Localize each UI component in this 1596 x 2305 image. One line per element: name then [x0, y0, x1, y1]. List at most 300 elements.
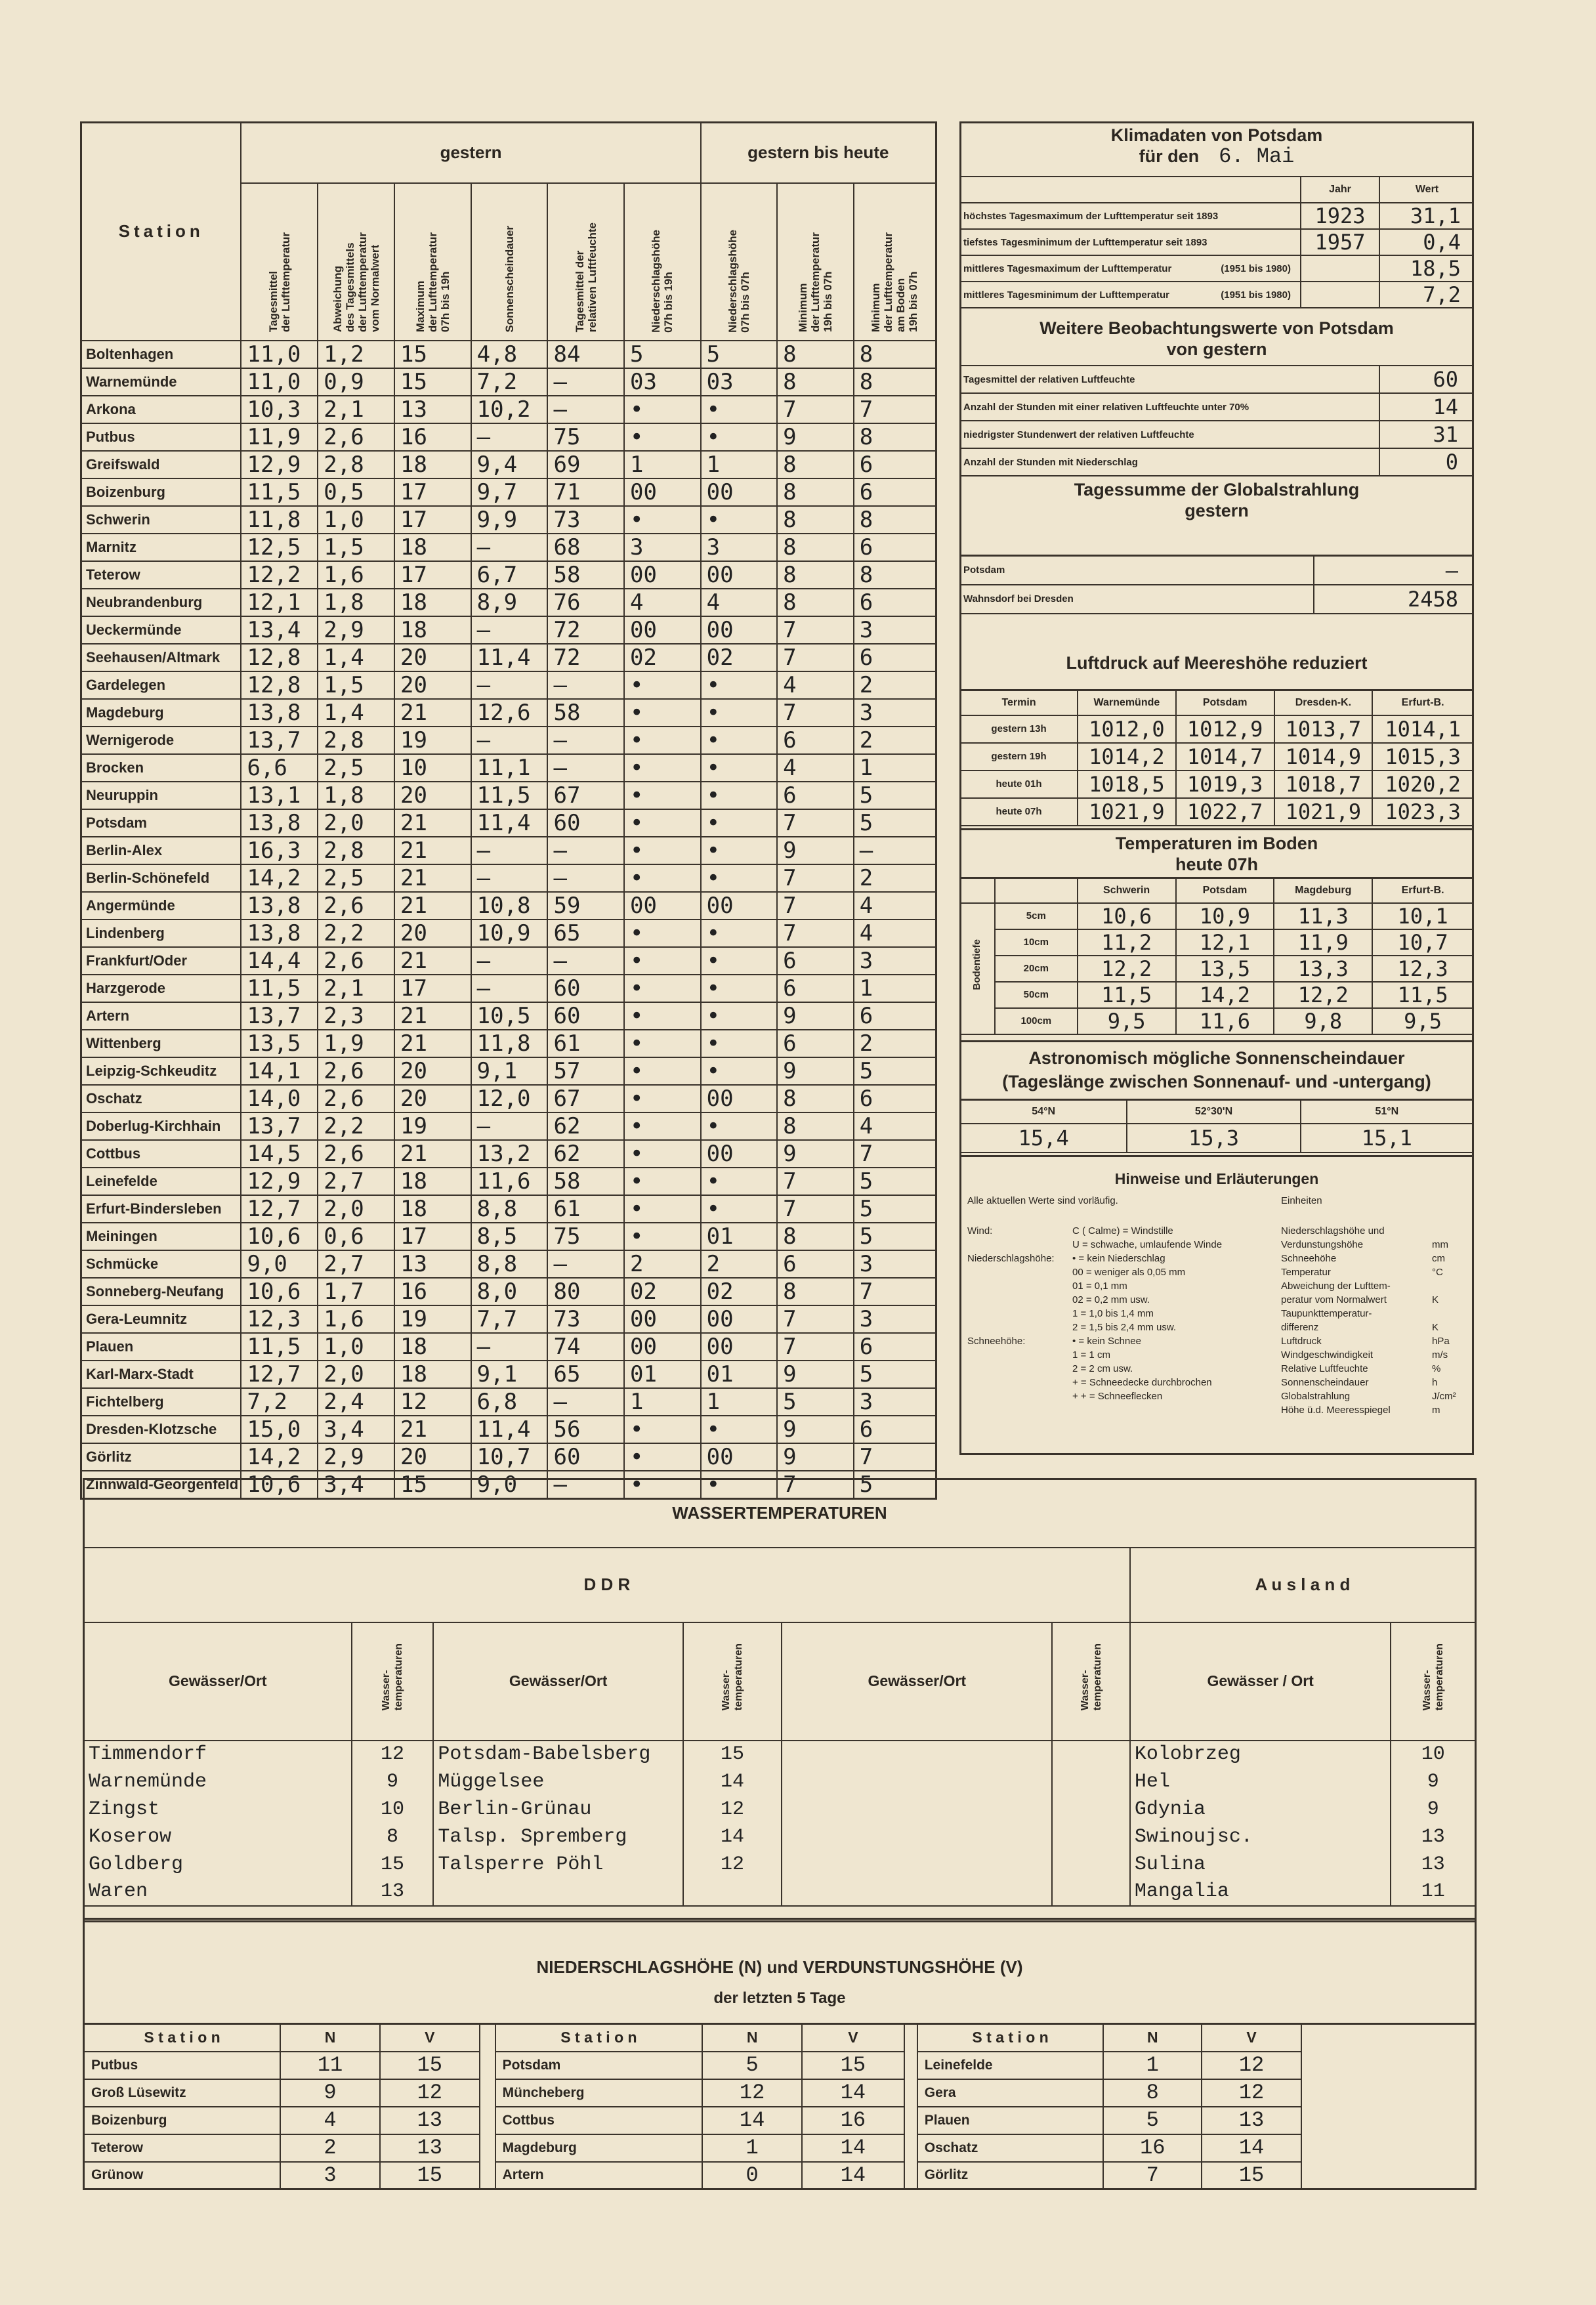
boden-value: 10,1: [1372, 903, 1473, 929]
station-value: 4: [624, 589, 701, 616]
station-value: –: [471, 1112, 548, 1140]
station-value: 68: [547, 534, 624, 561]
column-header: [318, 183, 394, 341]
station-row: [81, 616, 936, 644]
boden-header: Erfurt-B.: [1372, 878, 1473, 903]
station-value: 13,8: [241, 699, 318, 727]
station-name: Angermünde: [81, 892, 242, 920]
station-value: 00: [624, 1305, 701, 1333]
station-name: Berlin-Schönefeld: [81, 864, 242, 892]
station-value: 11,9: [241, 423, 318, 451]
column-header-label: Abweichung des Tagesmittels der Lufttemperatur vom Normalwert: [331, 232, 381, 333]
station-value: 11,6: [471, 1168, 548, 1195]
station-name: Plauen: [81, 1333, 242, 1361]
hinweise-line: [967, 1362, 1276, 1376]
station-row: [81, 1388, 936, 1416]
niederschlag-value: 15: [380, 2052, 480, 2079]
station-value: 2,0: [318, 1195, 394, 1223]
column-header: [854, 183, 936, 341]
station-row: [81, 1278, 936, 1305]
luftdruck-header: Potsdam: [1176, 690, 1274, 715]
station-value: 7,2: [241, 1388, 318, 1416]
station-value: 75: [547, 423, 624, 451]
station-value: 15: [394, 341, 471, 368]
hinweise-key: Wind:: [967, 1225, 993, 1237]
station-value: 7: [854, 1278, 936, 1305]
luftdruck-header: Termin: [960, 690, 1078, 715]
station-name: Cottbus: [81, 1140, 242, 1168]
hinweise-line: [967, 1293, 1276, 1307]
wasser-ort: Koserow: [84, 1823, 352, 1851]
station-name: Doberlug-Kirchhain: [81, 1112, 242, 1140]
station-value: –: [547, 837, 624, 864]
einheiten-line: [1281, 1265, 1471, 1279]
station-value: 21: [394, 947, 471, 975]
einheiten-unit: °C: [1432, 1267, 1443, 1278]
station-value: 6: [854, 1333, 936, 1361]
column-header: [547, 183, 624, 341]
wasser-empty: [1052, 1851, 1129, 1878]
station-value: 75: [547, 1223, 624, 1250]
station-value: 12,7: [241, 1195, 318, 1223]
wasser-temp: 9: [1391, 1796, 1475, 1823]
einheiten-line: [1281, 1348, 1471, 1362]
station-value: 2: [854, 727, 936, 754]
station-row: [81, 396, 936, 423]
luftdruck-header: Warnemünde: [1078, 690, 1176, 715]
station-value: 21: [394, 837, 471, 864]
global-table: [959, 555, 1474, 614]
einheiten-name: Taupunkttemperatur-: [1281, 1308, 1372, 1319]
hinweise-key: [967, 1279, 1072, 1293]
station-value: 18: [394, 616, 471, 644]
station-value: 71: [547, 478, 624, 506]
klimadaten-row: [959, 229, 1474, 255]
wasser-temp: [683, 1878, 782, 1906]
station-name: Ueckermünde: [81, 616, 242, 644]
station-row: [81, 864, 936, 892]
hinweise-key: [967, 1348, 1072, 1362]
klimadaten-wert: 0,4: [1379, 229, 1474, 255]
wasser-row: [84, 1823, 1476, 1851]
niederschlag-gap: [1301, 2079, 1476, 2107]
station-value: 5: [854, 1168, 936, 1195]
luftdruck-value: 1020,2: [1372, 771, 1473, 798]
station-value: 9,0: [241, 1250, 318, 1278]
boden-side-label: Bodentiefe: [971, 939, 982, 990]
hinweise-val: + = Schneedecke durchbrochen: [1072, 1377, 1212, 1388]
station-value: 16: [394, 423, 471, 451]
station-value: 21: [394, 892, 471, 920]
niederschlag-value: 9: [280, 2079, 380, 2107]
wasser-empty: [782, 1851, 1052, 1878]
station-value: 7: [854, 1140, 936, 1168]
station-row: [81, 644, 936, 671]
station-row: [81, 920, 936, 947]
boden-depth: 100cm: [995, 1008, 1078, 1034]
station-value: 9,0: [471, 1471, 548, 1499]
station-value: 00: [701, 1305, 778, 1333]
boden-depth: 5cm: [995, 903, 1078, 929]
boden-title-line1: Temperaturen im Boden: [1115, 834, 1318, 853]
station-value: •: [624, 1140, 701, 1168]
niederschlag-title: [83, 1918, 1477, 2023]
wasser-temp: 13: [352, 1878, 434, 1906]
station-row: [81, 423, 936, 451]
niederschlag-value: 14: [802, 2079, 904, 2107]
station-row: [81, 561, 936, 589]
station-value: 14,4: [241, 947, 318, 975]
weitere-row: [959, 421, 1474, 448]
station-row: [81, 782, 936, 809]
station-value: 1: [854, 975, 936, 1002]
wasser-temp: 14: [683, 1823, 782, 1851]
hinweise-line: [967, 1224, 1276, 1238]
station-value: 00: [624, 1333, 701, 1361]
station-value: 7: [777, 920, 854, 947]
niederschlag-gap: [480, 2134, 495, 2162]
station-value: 21: [394, 809, 471, 837]
station-value: 15: [394, 1471, 471, 1499]
station-row: [81, 1223, 936, 1250]
hinweise-intro: Alle aktuellen Werte sind vorläufig.: [967, 1195, 1118, 1206]
station-value: 02: [701, 1278, 778, 1305]
station-value: 12,8: [241, 671, 318, 699]
station-value: •: [624, 864, 701, 892]
klimadaten-label: [959, 203, 1301, 229]
station-value: –: [547, 727, 624, 754]
wasser-ort: Sulina: [1130, 1851, 1391, 1878]
station-row: [81, 699, 936, 727]
klimadaten-jahr: [1301, 282, 1379, 308]
boden-value: 11,5: [1372, 982, 1473, 1008]
einheiten-unit: hPa: [1432, 1336, 1450, 1347]
boden-value: 14,2: [1176, 982, 1274, 1008]
station-value: 5: [701, 341, 778, 368]
station-value: 9: [777, 1002, 854, 1030]
station-value: •: [624, 671, 701, 699]
wasser-ort: Müggelsee: [433, 1768, 683, 1796]
station-value: 6,7: [471, 561, 548, 589]
hinweise-line: [967, 1321, 1276, 1334]
column-header: [394, 183, 471, 341]
einheiten-name: Temperatur: [1281, 1267, 1331, 1278]
niederschlag-header: S t a t i o n: [917, 2024, 1104, 2052]
station-value: 59: [547, 892, 624, 920]
station-value: 00: [701, 1333, 778, 1361]
station-value: 00: [624, 616, 701, 644]
station-value: 72: [547, 616, 624, 644]
boden-value: 10,6: [1078, 903, 1176, 929]
niederschlag-row: [84, 2134, 1476, 2162]
station-value: 61: [547, 1195, 624, 1223]
station-value: 9: [777, 1057, 854, 1085]
station-value: –: [471, 616, 548, 644]
station-value: 17: [394, 561, 471, 589]
station-row: [81, 809, 936, 837]
station-name: Marnitz: [81, 534, 242, 561]
station-name: Greifswald: [81, 451, 242, 478]
station-value: 1,5: [318, 534, 394, 561]
luftdruck-value: 1021,9: [1078, 798, 1176, 826]
station-value: 02: [624, 644, 701, 671]
station-value: 12: [394, 1388, 471, 1416]
station-value: 5: [854, 1471, 936, 1499]
weitere-label: niedrigster Stundenwert der relativen Luftfeuchte: [959, 421, 1379, 448]
station-value: 7: [777, 644, 854, 671]
station-value: 7: [777, 1168, 854, 1195]
boden-header-row: [959, 878, 1473, 903]
global-row: [959, 585, 1474, 614]
weitere-title: [959, 318, 1474, 360]
niederschlag-gap: [1301, 2052, 1476, 2079]
station-value: 18: [394, 589, 471, 616]
station-value: 2: [854, 671, 936, 699]
station-value: 7: [777, 616, 854, 644]
einheiten-name: Sonnenscheindauer: [1281, 1377, 1369, 1388]
station-value: 17: [394, 975, 471, 1002]
station-value: 10,6: [241, 1471, 318, 1499]
station-value: 9,9: [471, 506, 548, 534]
header-gestern: gestern: [241, 123, 700, 183]
niederschlag-value: 12: [1202, 2079, 1301, 2107]
station-value: 7: [777, 699, 854, 727]
klimadaten-rows: [959, 203, 1474, 308]
station-value: 3,4: [318, 1471, 394, 1499]
station-value: 20: [394, 671, 471, 699]
station-value: 12,9: [241, 1168, 318, 1195]
wasser-empty: [1052, 1796, 1129, 1823]
station-value: –: [471, 671, 548, 699]
station-value: 61: [547, 1030, 624, 1057]
station-value: 1: [701, 1388, 778, 1416]
station-value: 5: [777, 1388, 854, 1416]
station-value: 8,8: [471, 1250, 548, 1278]
wasser-header-temp: [683, 1622, 782, 1741]
astro-value-row: [960, 1124, 1473, 1152]
station-value: 2,8: [318, 451, 394, 478]
station-value: 3: [624, 534, 701, 561]
weitere-row: [959, 448, 1474, 476]
station-value: 12,3: [241, 1305, 318, 1333]
station-value: •: [624, 1030, 701, 1057]
station-value: 62: [547, 1112, 624, 1140]
klimadaten-label: [959, 282, 1301, 308]
einheiten-name: Höhe ü.d. Meeresspiegel: [1281, 1405, 1391, 1416]
station-value: 1,5: [318, 671, 394, 699]
station-value: 14,2: [241, 1443, 318, 1471]
station-value: 00: [701, 1085, 778, 1112]
station-value: 3: [854, 1305, 936, 1333]
klimadaten-period: (1951 bis 1980): [1221, 289, 1291, 301]
luftdruck-row: [960, 743, 1473, 771]
klimadaten-col-wert: Wert: [1379, 177, 1474, 203]
station-value: 21: [394, 1140, 471, 1168]
station-value: 02: [701, 644, 778, 671]
station-value: •: [624, 809, 701, 837]
station-value: 73: [547, 1305, 624, 1333]
weitere-title-line2: von gestern: [1166, 339, 1267, 359]
einheiten-name: Globalstrahlung: [1281, 1391, 1351, 1402]
station-value: 11,4: [471, 644, 548, 671]
station-value: 5: [854, 809, 936, 837]
station-value: 19: [394, 1305, 471, 1333]
niederschlag-row: [84, 2079, 1476, 2107]
wasser-temp: 12: [683, 1796, 782, 1823]
einheiten-line: [1281, 1389, 1471, 1403]
station-value: 13,8: [241, 920, 318, 947]
station-value: –: [471, 727, 548, 754]
weitere-value: 31: [1379, 421, 1474, 448]
column-header-label: Maximum der Lufttemperatur 07h bis 19h: [413, 232, 452, 333]
station-value: –: [547, 1250, 624, 1278]
station-name: Gera-Leumnitz: [81, 1305, 242, 1333]
wasser-temp: 9: [352, 1768, 434, 1796]
wasser-row: [84, 1796, 1476, 1823]
boden-header: Schwerin: [1078, 878, 1176, 903]
weitere-value: 60: [1379, 366, 1474, 393]
weitere-label: Anzahl der Stunden mit einer relativen Luftfeuchte unter 70%: [959, 393, 1379, 421]
station-value: 7,2: [471, 368, 548, 396]
einheiten-line: [1281, 1321, 1471, 1334]
klimadaten-label: [959, 255, 1301, 282]
global-label: Potsdam: [959, 556, 1314, 585]
station-value: 14,5: [241, 1140, 318, 1168]
station-value: 01: [701, 1361, 778, 1388]
station-name: Erfurt-Bindersleben: [81, 1195, 242, 1223]
station-value: 01: [624, 1361, 701, 1388]
station-value: 5: [854, 1195, 936, 1223]
niederschlag-value: 16: [1103, 2134, 1202, 2162]
station-value: 6: [777, 975, 854, 1002]
wasser-rows: [84, 1741, 1476, 1906]
station-value: 9: [777, 1361, 854, 1388]
station-value: 18: [394, 451, 471, 478]
column-header: [241, 183, 318, 341]
station-value: 8: [777, 1223, 854, 1250]
station-value: 13: [394, 396, 471, 423]
station-value: •: [624, 1002, 701, 1030]
station-value: 13: [394, 1250, 471, 1278]
station-name: Fichtelberg: [81, 1388, 242, 1416]
luftdruck-termin: gestern 19h: [960, 743, 1078, 771]
station-value: 10,9: [471, 920, 548, 947]
global-title: [959, 479, 1474, 521]
boden-value: 11,3: [1274, 903, 1372, 929]
station-value: 2,6: [318, 892, 394, 920]
station-value: 6: [854, 644, 936, 671]
einheiten-unit: mm: [1432, 1239, 1448, 1250]
station-value: –: [471, 423, 548, 451]
boden-value: 12,3: [1372, 956, 1473, 982]
station-row: [81, 975, 936, 1002]
station-value: –: [471, 947, 548, 975]
station-value: •: [624, 727, 701, 754]
station-name: Lindenberg: [81, 920, 242, 947]
station-value: 21: [394, 864, 471, 892]
station-row: [81, 671, 936, 699]
weitere-value: 14: [1379, 393, 1474, 421]
station-value: 1,0: [318, 1333, 394, 1361]
station-name: Seehausen/Altmark: [81, 644, 242, 671]
luftdruck-value: 1014,7: [1176, 743, 1274, 771]
station-row: [81, 368, 936, 396]
station-value: 5: [854, 782, 936, 809]
einheiten-unit: m: [1432, 1405, 1440, 1416]
wasser-temp: 13: [1391, 1851, 1475, 1878]
station-value: 6: [777, 1030, 854, 1057]
station-value: •: [701, 727, 778, 754]
station-value: •: [624, 423, 701, 451]
wasser-empty: [1052, 1878, 1129, 1906]
station-value: 2,8: [318, 727, 394, 754]
niederschlag-station: Plauen: [917, 2107, 1104, 2134]
klimadaten-label-text: tiefstes Tagesminimum der Lufttemperatur seit 1893: [963, 236, 1208, 248]
station-value: 01: [701, 1223, 778, 1250]
station-value: 7: [777, 1333, 854, 1361]
niederschlag-station: Müncheberg: [495, 2079, 703, 2107]
boden-value: 12,2: [1274, 982, 1372, 1008]
wasser-ort: Talsp. Spremberg: [433, 1823, 683, 1851]
station-value: 00: [701, 616, 778, 644]
boden-corner: [959, 878, 995, 903]
station-value: 13,7: [241, 727, 318, 754]
station-value: 2,9: [318, 616, 394, 644]
station-name: Schwerin: [81, 506, 242, 534]
station-value: 3: [854, 1250, 936, 1278]
station-value: –: [547, 754, 624, 782]
station-value: –: [547, 947, 624, 975]
klimadaten-label-text: höchstes Tagesmaximum der Lufttemperatur seit 1893: [963, 210, 1219, 222]
station-row: [81, 1168, 936, 1195]
station-value: 20: [394, 920, 471, 947]
station-value: 21: [394, 1002, 471, 1030]
wasser-row: [84, 1878, 1476, 1906]
station-value: 19: [394, 1112, 471, 1140]
station-value: –: [547, 368, 624, 396]
station-value: –: [547, 671, 624, 699]
hinweise-box: [959, 1155, 1474, 1416]
station-value: –: [547, 396, 624, 423]
station-value: 2: [854, 864, 936, 892]
station-value: 21: [394, 1030, 471, 1057]
hinweise-key: [967, 1265, 1072, 1279]
station-value: 5: [854, 1057, 936, 1085]
einheiten-name: differenz: [1281, 1322, 1319, 1333]
einheiten-unit: K: [1432, 1322, 1439, 1333]
hinweise-val: 2 = 2 cm usw.: [1072, 1363, 1133, 1374]
einheiten-name: Luftdruck: [1281, 1336, 1322, 1347]
weitere-rows: [959, 366, 1474, 476]
niederschlag-value: 12: [702, 2079, 802, 2107]
niederschlag-value: 1: [1103, 2052, 1202, 2079]
niederschlag-station: Potsdam: [495, 2052, 703, 2079]
station-name: Boltenhagen: [81, 341, 242, 368]
station-value: 6: [777, 727, 854, 754]
station-row: [81, 892, 936, 920]
wasser-temp: 10: [1391, 1741, 1475, 1768]
einheiten-line: [1281, 1252, 1471, 1265]
astro-table: [959, 1099, 1474, 1153]
station-value: •: [624, 1085, 701, 1112]
niederschlag-gap: [1301, 2134, 1476, 2162]
wasser-temp: 15: [352, 1851, 434, 1878]
station-value: 03: [624, 368, 701, 396]
station-row: [81, 1305, 936, 1333]
station-value: 8: [854, 341, 936, 368]
einheiten-line: [1281, 1293, 1471, 1307]
einheiten-line: [1281, 1334, 1471, 1348]
